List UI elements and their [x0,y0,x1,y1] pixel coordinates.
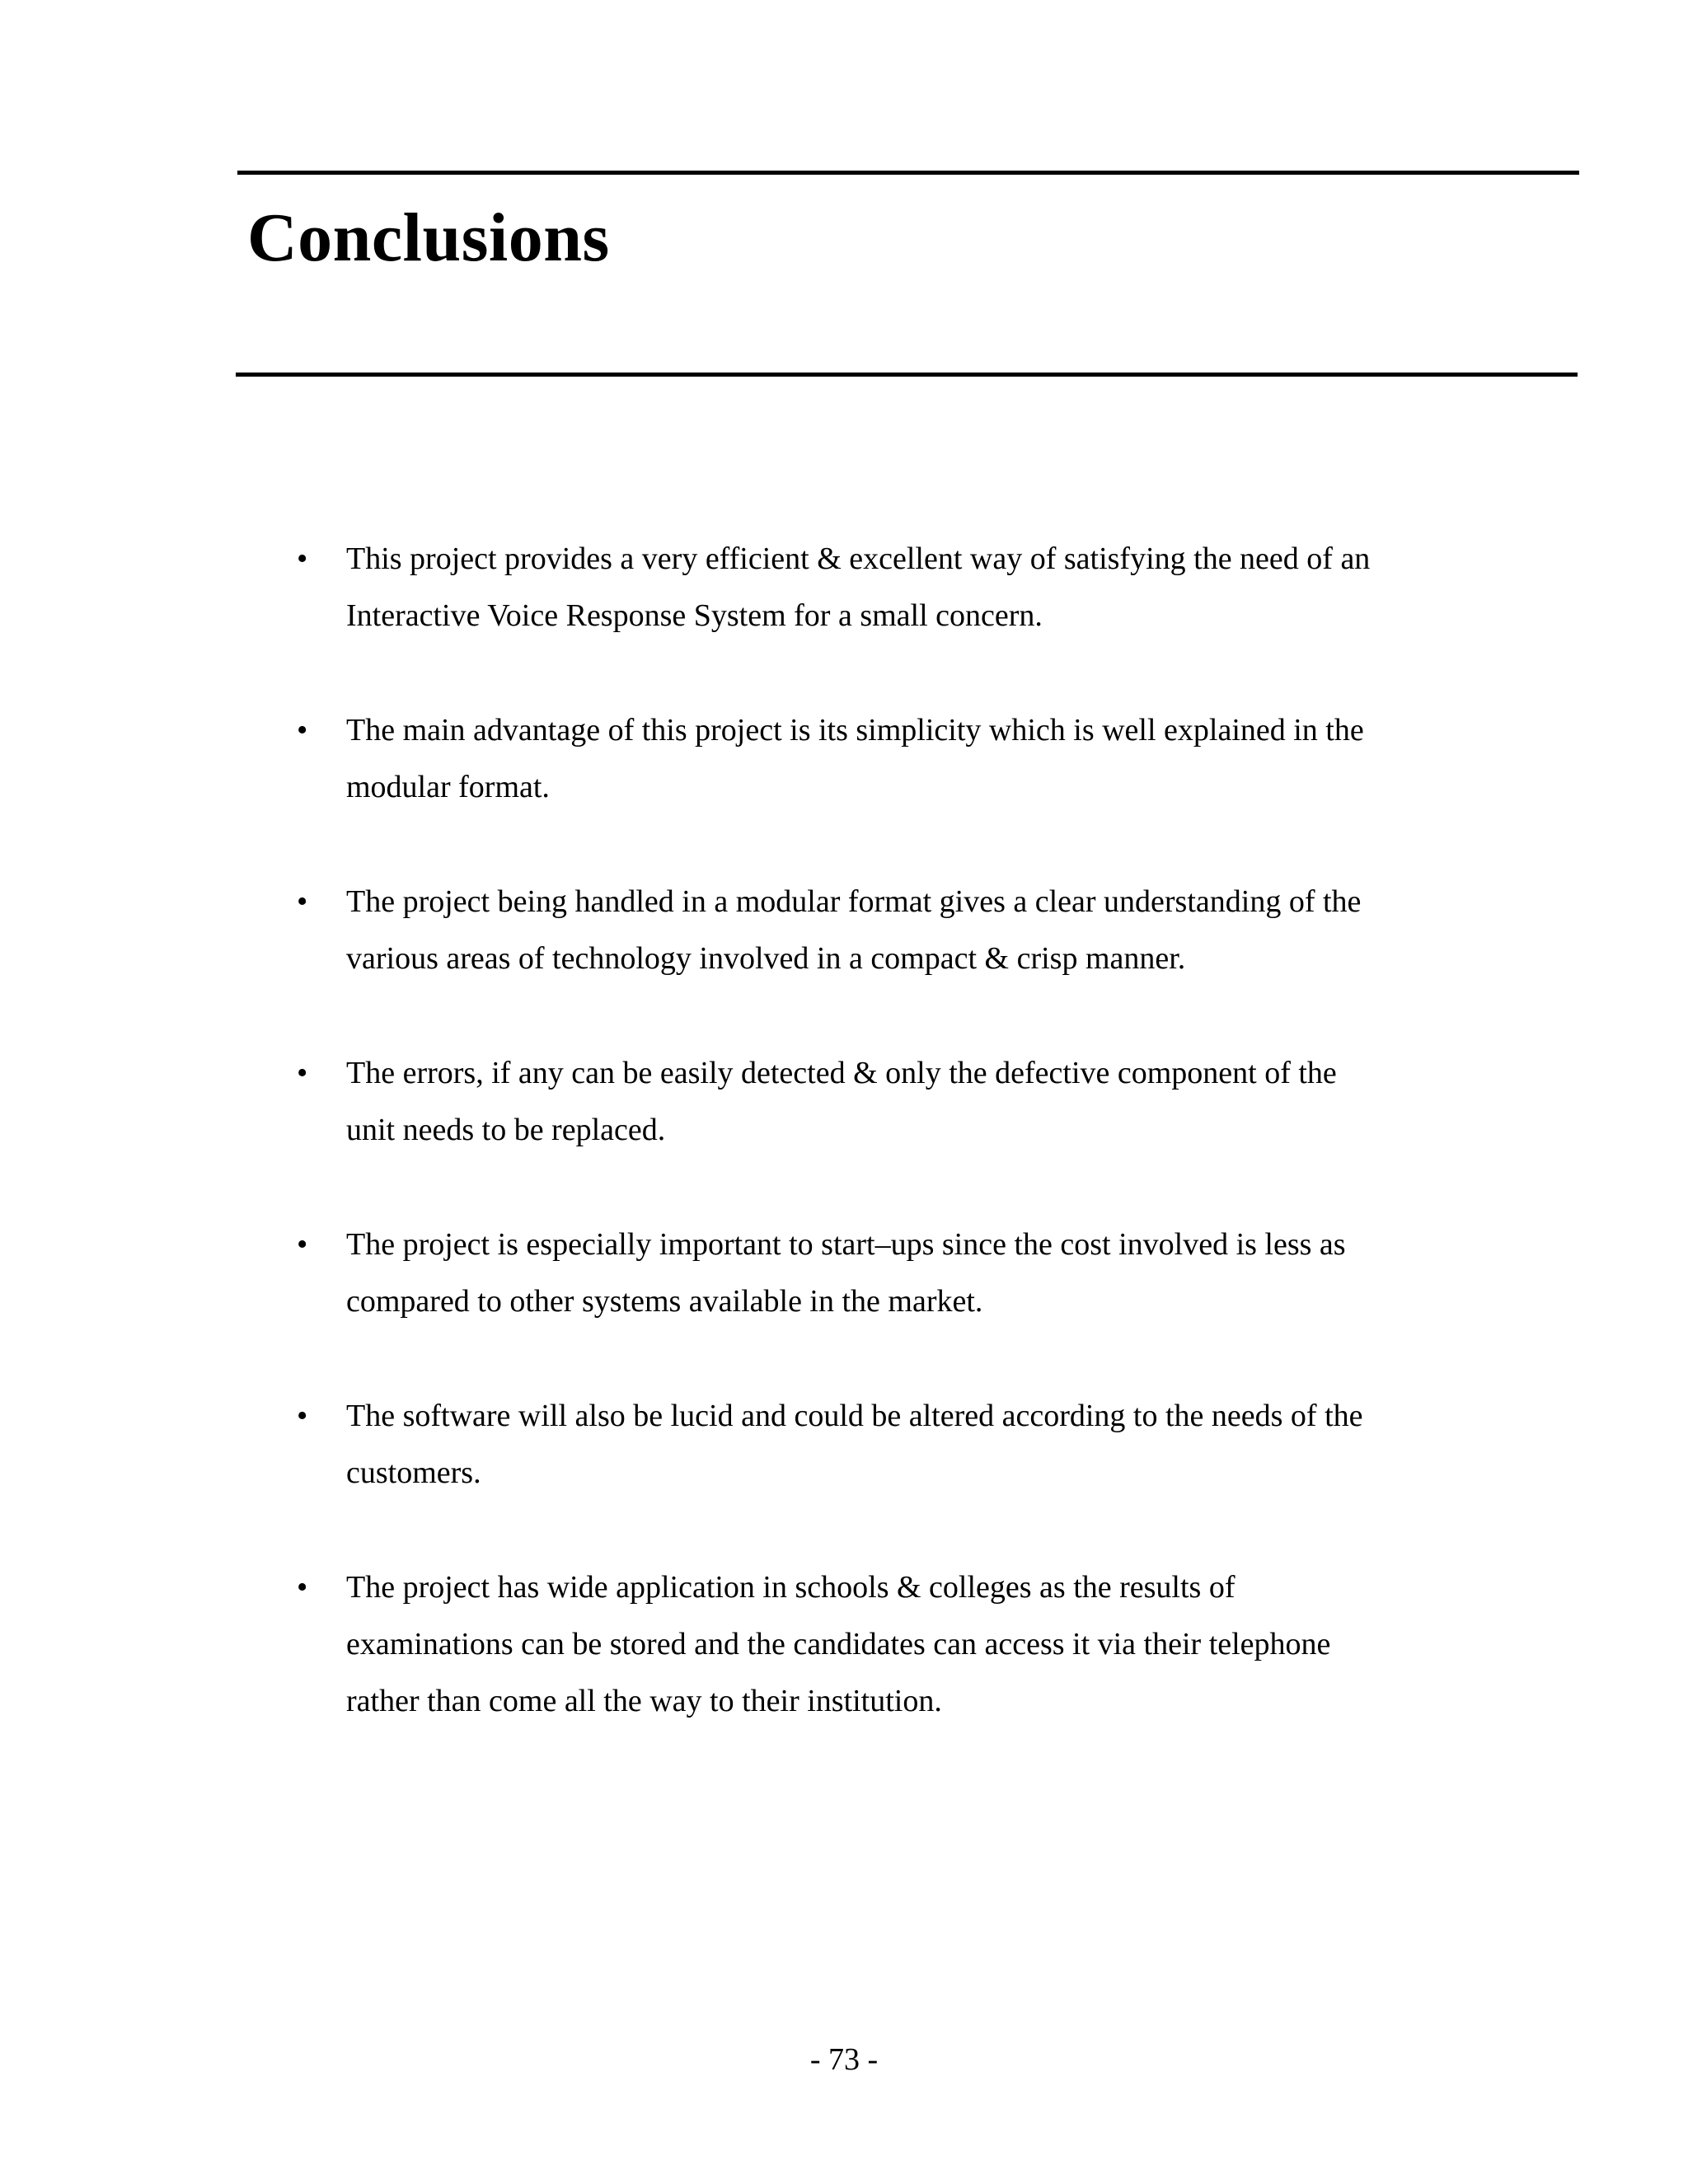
title-top-rule [237,171,1579,175]
list-item-line: Interactive Voice Response System for a small concern. [346,598,1043,633]
list-item-line: compared to other systems available in the market. [346,1284,983,1319]
list-item-line: The project has wide application in schools & colleges as the results of [346,1570,1236,1605]
list-item-line: The main advantage of this project is its simplicity which is well explained in the [346,713,1364,748]
page-number: - 73 - [809,2042,879,2077]
list-item-line: The project is especially important to start–ups since the cost involved is less as [346,1227,1346,1262]
list-item-text [346,702,1484,816]
list-item-text [346,874,1484,987]
bullet-icon: • [297,541,308,576]
list-item-line: examinations can be stored and the candidates can access it via their telephone [346,1627,1331,1661]
list-item-line: The project being handled in a modular format gives a clear understanding of the [346,884,1362,919]
bullet-icon: • [297,1399,308,1433]
list-item-text [346,531,1484,644]
list-item-text [346,1216,1484,1330]
list-item-text [346,1388,1484,1502]
list-item-line: The errors, if any can be easily detected & only the defective component of the [346,1056,1337,1090]
title-bottom-rule [236,373,1578,377]
bullet-icon: • [297,884,308,919]
list-item-line: rather than come all the way to their institution. [346,1684,942,1718]
list-item-line: The software will also be lucid and could be altered according to the needs of the [346,1399,1363,1433]
list-item-line: various areas of technology involved in a compact & crisp manner. [346,941,1186,976]
list-item-line: customers. [346,1455,481,1490]
list-item-text [346,1045,1484,1159]
bullet-icon: • [297,1570,308,1605]
bullet-icon: • [297,1056,308,1090]
list-item-line: modular format. [346,770,550,804]
bullet-icon: • [297,1227,308,1262]
list-item-line: This project provides a very efficient & excellent way of satisfying the need of an [346,541,1371,576]
list-item-text [346,1559,1484,1730]
bullet-icon: • [297,713,308,748]
page-title: Conclusions [247,199,610,276]
list-item-line: unit needs to be replaced. [346,1113,666,1147]
